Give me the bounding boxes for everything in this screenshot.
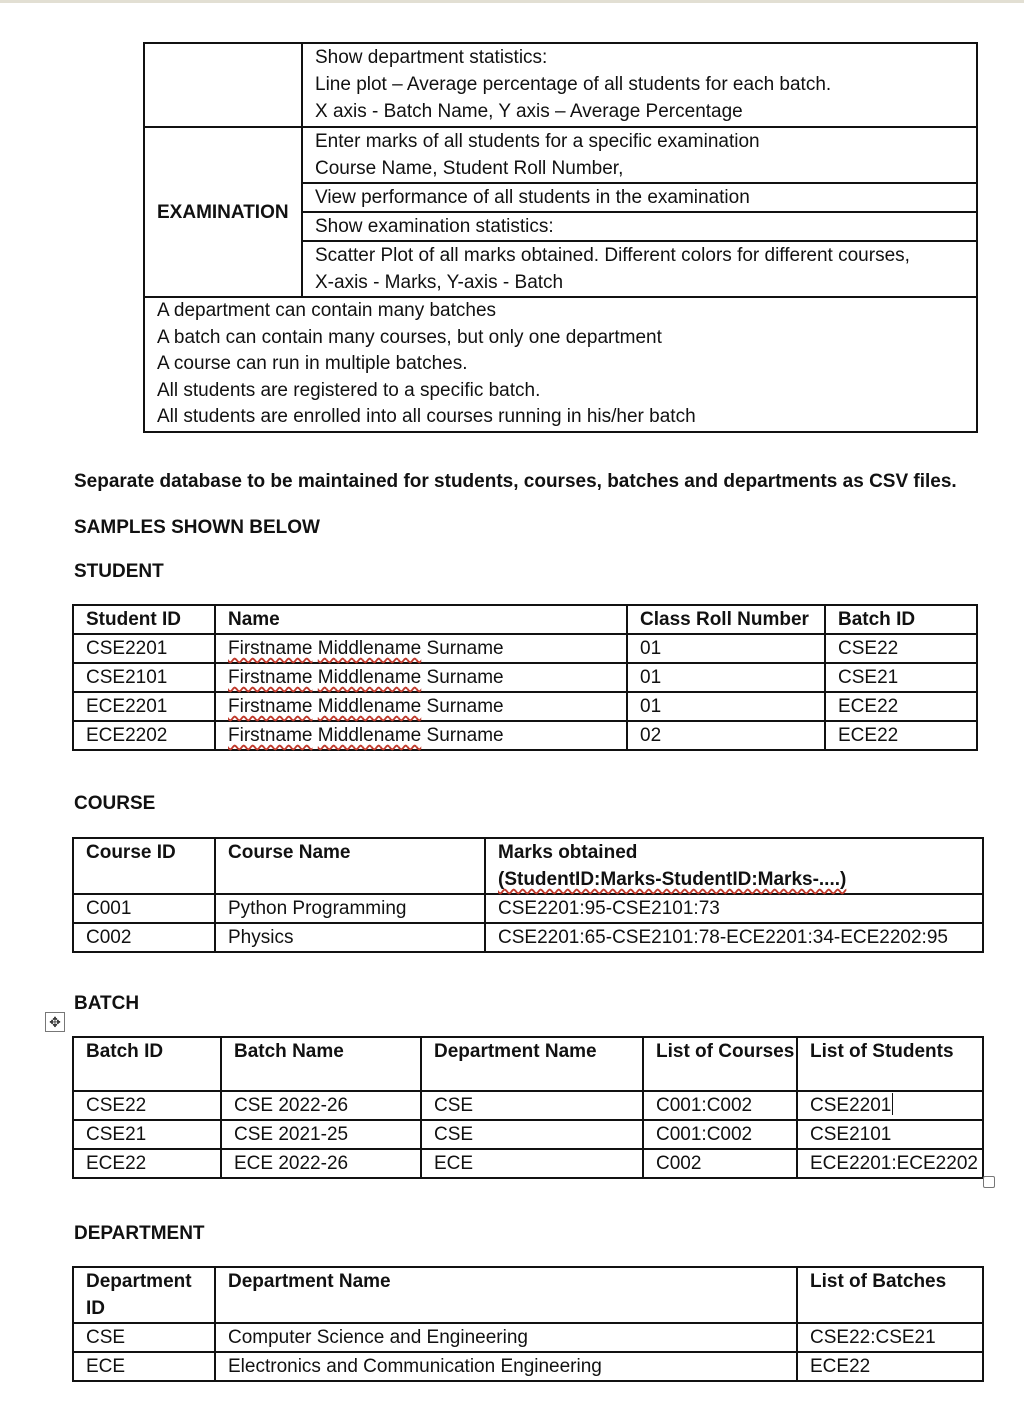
courses-cell: C001:C002 [643,1091,797,1120]
table-row [73,1352,983,1381]
table-header-row [73,1037,983,1091]
table-row [144,297,977,432]
rule-line: A batch can contain many courses, but only one department [157,326,662,348]
course-name-cell: Physics [215,923,485,952]
batch-cell: ECE22 [825,721,977,750]
header-cell: Student ID [73,605,215,634]
header-cell: Batch ID [73,1037,221,1091]
last-name: Surname [426,667,504,688]
students-cell: ECE2201:ECE2202 [797,1149,983,1178]
first-name: Firstname [228,638,313,659]
table-cell [144,43,302,127]
header-line: Marks obtained [498,842,638,863]
department-name-cell: Computer Science and Engineering [215,1323,797,1352]
course-heading: COURSE [74,793,156,814]
batch-id-cell: CSE21 [73,1120,221,1149]
department-heading: DEPARTMENT [74,1223,205,1244]
department-name-cell: CSE [421,1091,643,1120]
roll-cell: 01 [627,634,825,663]
batch-cell: CSE22 [825,634,977,663]
student-name-cell [215,692,627,721]
table-move-handle-icon[interactable]: ✥ [45,1012,65,1032]
last-name: Surname [426,725,504,746]
batches-cell: ECE22 [797,1352,983,1381]
rule-line: All students are registered to a specific batch. [157,379,541,401]
student-id-cell: CSE2101 [73,663,215,692]
table-row [144,43,977,127]
header-cell: Department Name [215,1267,797,1323]
student-name-cell [215,721,627,750]
text-cursor [892,1093,893,1115]
table-row [73,663,977,692]
middle-name: Middlename [317,667,422,688]
table-resize-handle[interactable] [983,1176,995,1188]
header-cell: List of Batches [797,1267,983,1323]
roll-cell: 02 [627,721,825,750]
table-cell [302,127,977,183]
table-row [73,634,977,663]
header-cell: Course ID [73,838,215,894]
course-id-cell: C002 [73,923,215,952]
cell-line: Scatter Plot of all marks obtained. Different colors for different courses, [315,245,910,266]
table-cell: Show examination statistics: [302,212,977,241]
batch-cell: CSE21 [825,663,977,692]
rules-cell [144,297,977,432]
last-name: Surname [426,696,504,717]
student-id-cell: ECE2202 [73,721,215,750]
students-cell[interactable] [797,1091,983,1120]
batch-id-cell: ECE22 [73,1149,221,1178]
marks-cell: CSE2201:65-CSE2101:78-ECE2201:34-ECE2202:95 [485,923,983,952]
rule-line: All students are enrolled into all courses running in his/her batch [157,406,696,427]
student-id-cell: ECE2201 [73,692,215,721]
course-id-cell: C001 [73,894,215,923]
requirements-table [143,42,978,433]
middle-name: Middlename [317,696,422,717]
department-table [72,1266,984,1382]
batch-table [72,1036,984,1179]
course-name-cell: Python Programming [215,894,485,923]
middle-name: Middlename [317,638,422,659]
table-header-row [73,838,983,894]
table-row [73,1091,983,1120]
department-name-cell: CSE [421,1120,643,1149]
department-name-cell: Electronics and Communication Engineering [215,1352,797,1381]
table-row [144,127,977,183]
students-cell: CSE2101 [797,1120,983,1149]
student-heading: STUDENT [74,561,164,582]
rule-line: A department can contain many batches [157,300,497,321]
batch-name-cell: CSE 2022-26 [221,1091,421,1120]
header-cell [485,838,983,894]
cell-line: Show department statistics: [315,47,548,68]
table-header-row [73,605,977,634]
first-name: Firstname [228,667,313,688]
department-id-cell: CSE [73,1323,215,1352]
students-text: CSE2201 [810,1095,892,1116]
table-row [73,923,983,952]
table-cell [302,43,977,127]
roll-cell: 01 [627,663,825,692]
cell-line: Course Name, Student Roll Number, [315,158,624,179]
batches-cell: CSE22:CSE21 [797,1323,983,1352]
batch-cell: ECE22 [825,692,977,721]
batch-id-cell: CSE22 [73,1091,221,1120]
last-name: Surname [426,638,504,659]
cell-line: X axis - Batch Name, Y axis – Average Percentage [315,101,743,122]
window-top-border [0,0,1024,3]
cell-line: X-axis - Marks, Y-axis - Batch [315,272,564,293]
table-row [73,1323,983,1352]
student-id-cell: CSE2201 [73,634,215,663]
batch-name-cell: ECE 2022-26 [221,1149,421,1178]
department-id-cell: ECE [73,1352,215,1381]
batch-heading: BATCH [74,993,140,1014]
header-cell: List of Courses [643,1037,797,1091]
header-cell: Course Name [215,838,485,894]
header-cell: Department ID [73,1267,215,1323]
table-row [73,692,977,721]
rule-line: A course can run in multiple batches. [157,353,468,374]
table-cell: View performance of all students in the examination [302,183,977,212]
table-row [73,721,977,750]
intro-paragraph: Separate database to be maintained for students, courses, batches and departments as CSV files. [74,471,957,492]
student-name-cell [215,634,627,663]
table-row [73,1120,983,1149]
samples-heading: SAMPLES SHOWN BELOW [74,517,320,538]
roll-cell: 01 [627,692,825,721]
examination-label: EXAMINATION [144,127,302,297]
marks-cell: CSE2201:95-CSE2101:73 [485,894,983,923]
student-table [72,604,978,751]
header-cell: Name [215,605,627,634]
first-name: Firstname [228,696,313,717]
table-header-row [73,1267,983,1323]
student-name-cell [215,663,627,692]
batch-name-cell: CSE 2021-25 [221,1120,421,1149]
courses-cell: C001:C002 [643,1120,797,1149]
cell-line: Line plot – Average percentage of all students for each batch. [315,74,832,95]
department-name-cell: ECE [421,1149,643,1178]
header-cell: Class Roll Number [627,605,825,634]
courses-cell: C002 [643,1149,797,1178]
header-cell: List of Students [797,1037,983,1091]
middle-name: Middlename [317,725,422,746]
header-cell: Department Name [421,1037,643,1091]
course-table [72,837,984,953]
cell-line: Enter marks of all students for a specific examination [315,131,760,152]
first-name: Firstname [228,725,313,746]
table-cell [302,241,977,297]
header-line: (StudentID:Marks-StudentID:Marks-....) [498,869,847,890]
header-cell: Batch ID [825,605,977,634]
table-row [73,894,983,923]
table-row [73,1149,983,1178]
header-cell: Batch Name [221,1037,421,1091]
